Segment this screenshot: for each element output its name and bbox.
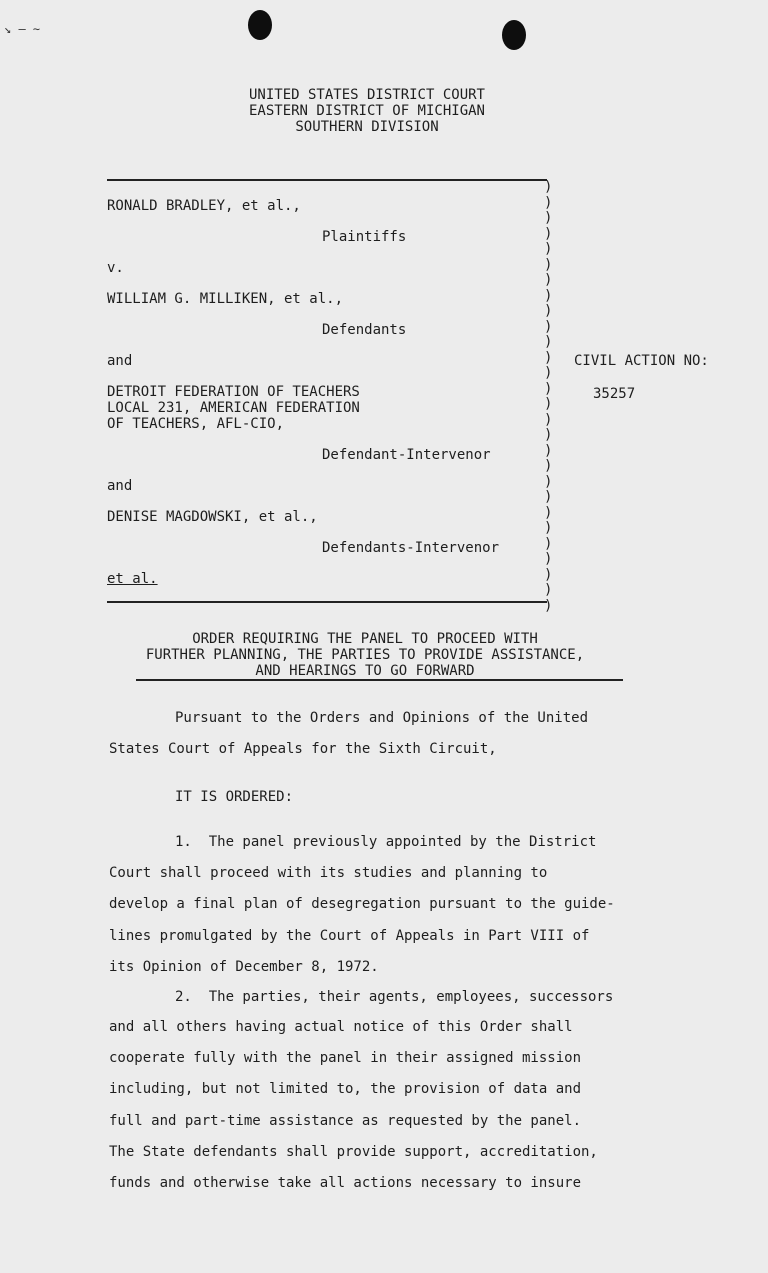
and-label-2: and (107, 478, 133, 494)
paragraph-2-line-4: including, but not limited to, the provision of data and (109, 1081, 582, 1097)
court-district: EASTERN DISTRICT OF MICHIGAN (248, 103, 485, 119)
paragraph-2-line-2: and all others having actual notice of this Order shall (109, 1019, 573, 1035)
intervenors-name: DENISE MAGDOWSKI, et al., (107, 509, 318, 525)
plaintiff-name: RONALD BRADLEY, et al., (107, 198, 301, 214)
caption-bottom-rule (107, 601, 547, 603)
court-name: UNITED STATES DISTRICT COURT (248, 87, 485, 103)
intro-line-1: Pursuant to the Orders and Opinions of the United (175, 710, 589, 726)
paragraph-1-line-1: 1. The panel previously appointed by the District (175, 834, 597, 850)
civil-action-number: 35257 (593, 386, 636, 402)
defendant-name: WILLIAM G. MILLIKEN, et al., (107, 291, 344, 307)
plaintiff-role: Plaintiffs (322, 229, 407, 245)
punch-hole-right (502, 20, 526, 50)
intervenor-name-line3: OF TEACHERS, AFL-CIO, (107, 416, 285, 432)
paragraph-2-line-3: cooperate fully with the panel in their assigned mission (109, 1050, 582, 1066)
order-title-underline (136, 679, 623, 681)
paragraph-2-line-1: 2. The parties, their agents, employees, successors (175, 989, 614, 1005)
intervenor-name-line2: LOCAL 231, AMERICAN FEDERATION (107, 400, 360, 416)
paragraph-2-line-7: funds and otherwise take all actions necessary to insure (109, 1175, 582, 1191)
civil-action-label: CIVIL ACTION NO: (574, 353, 709, 369)
caption-parenthesis-column: ) ) ) ) ) ) ) ) ) ) ) ) ) ) ) ) ) ) ) ) ) ) ) ) ) ) ) ) (544, 179, 553, 614)
caption-top-rule (107, 179, 547, 181)
order-title-line3: AND HEARINGS TO GO FORWARD (255, 663, 475, 679)
paragraph-1-line-5: its Opinion of December 8, 1972. (109, 959, 379, 975)
order-title-line2: FURTHER PLANNING, THE PARTIES TO PROVIDE ASSISTANCE, (145, 647, 585, 663)
and-label-1: and (107, 353, 133, 369)
punch-hole-left (248, 10, 272, 40)
intervenor-role: Defendant-Intervenor (322, 447, 491, 463)
paragraph-1-line-3: develop a final plan of desegregation pursuant to the guide- (109, 896, 615, 912)
margin-mark: ↘ — ∼ (4, 22, 41, 36)
intervenor-name-line1: DETROIT FEDERATION OF TEACHERS (107, 384, 360, 400)
versus-label: v. (107, 260, 124, 276)
intro-line-2: States Court of Appeals for the Sixth Circuit, (109, 741, 497, 757)
paragraph-1-line-2: Court shall proceed with its studies and planning to (109, 865, 548, 881)
court-division: SOUTHERN DIVISION (295, 119, 439, 135)
defendant-role: Defendants (322, 322, 407, 338)
intervenors-role: Defendants-Intervenor (322, 540, 500, 556)
paragraph-2-line-5: full and part-time assistance as requested by the panel. (109, 1113, 582, 1129)
paragraph-2-line-6: The State defendants shall provide support, accreditation, (109, 1144, 598, 1160)
order-title-line1: ORDER REQUIRING THE PANEL TO PROCEED WITH (192, 631, 538, 647)
it-is-ordered: IT IS ORDERED: (175, 789, 294, 805)
et-al-label: et al. (107, 571, 158, 587)
paragraph-1-line-4: lines promulgated by the Court of Appeals in Part VIII of (109, 928, 590, 944)
